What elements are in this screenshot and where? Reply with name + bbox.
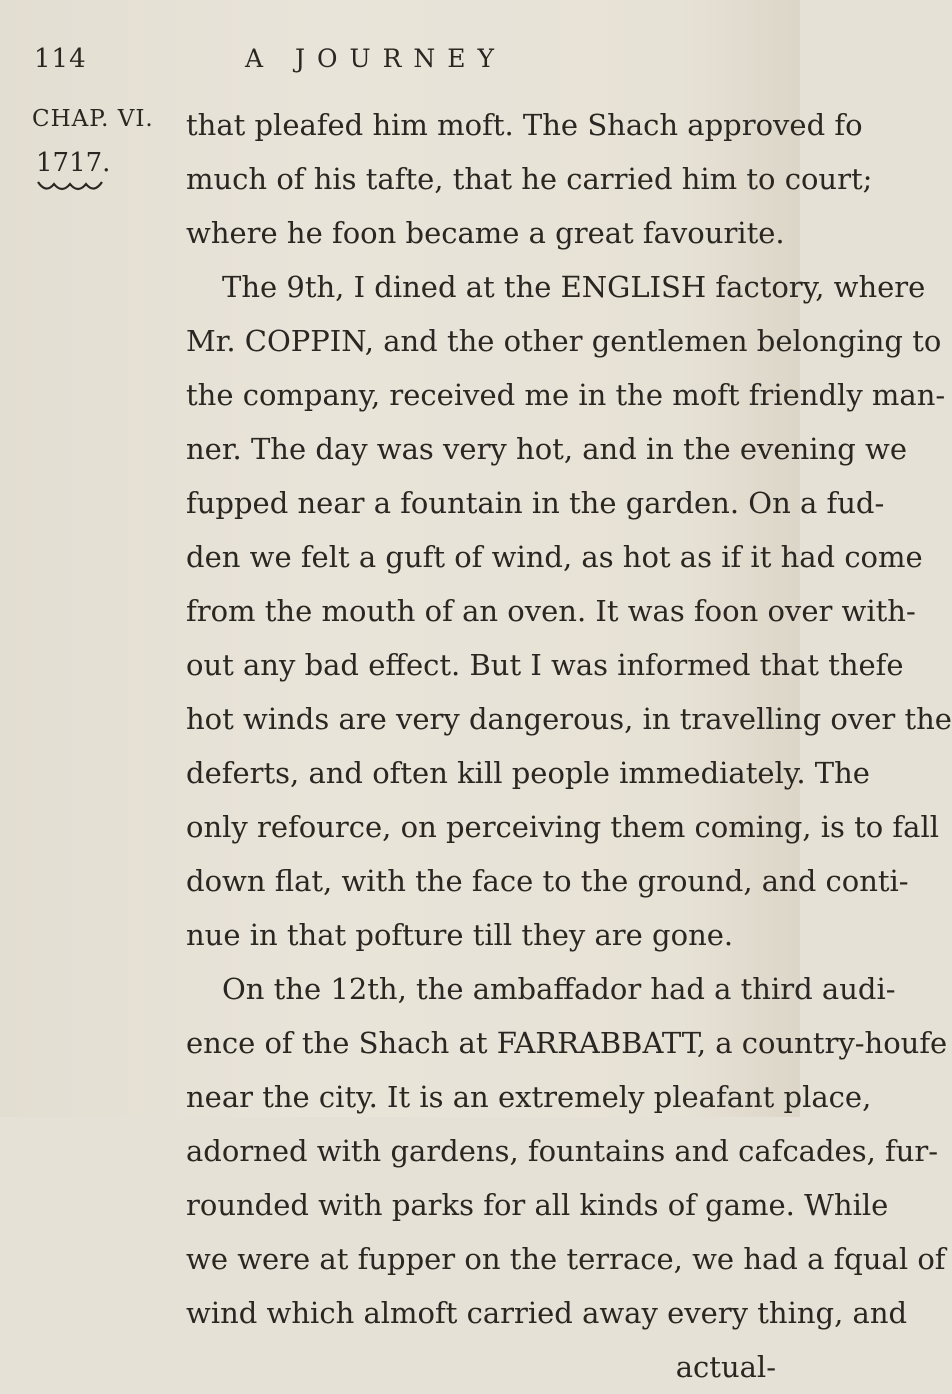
text-line: adorned with gardens, fountains and cafcades, fur- [186, 1134, 939, 1168]
margin-year-note: 1717. [36, 148, 111, 178]
text-line: ence of the Shach at FARRABBATT, a country-houfe [186, 1026, 948, 1060]
text-line: the company, received me in the moft friendly man- [186, 378, 946, 412]
text-line: near the city. It is an extremely pleafant place, [186, 1080, 872, 1114]
text-line: we were at fupper on the terrace, we had a fqual of [186, 1242, 946, 1276]
text-line: out any bad effect. But I was informed that thefe [186, 648, 904, 682]
page-header [0, 44, 800, 84]
text-line: only refource, on perceiving them coming, is to fall [186, 810, 939, 844]
text-line: down flat, with the face to the ground, and conti- [186, 864, 909, 898]
text-line: Mr. COPPIN, and the other gentlemen belonging to [186, 324, 942, 358]
body-text [186, 98, 952, 1394]
text-line: rounded with parks for all kinds of game. While [186, 1188, 889, 1222]
catchword: actual- [675, 1350, 776, 1384]
margin-ornament-icon [36, 178, 106, 194]
text-line: den we felt a guft of wind, as hot as if it had come [186, 540, 923, 574]
text-line: On the 12th, the ambaffador had a third audi- [222, 972, 896, 1006]
text-line: wind which almoft carried away every thing, and [186, 1296, 908, 1330]
text-line: from the mouth of an oven. It was foon over with- [186, 594, 916, 628]
text-line: hot winds are very dangerous, in travelling over the [186, 702, 952, 736]
margin-chapter-note: CHAP. VI. [32, 106, 154, 132]
text-line: ner. The day was very hot, and in the evening we [186, 432, 907, 466]
text-line: deferts, and often kill people immediately. The [186, 756, 870, 790]
text-line: that pleafed him moft. The Shach approved fo [186, 108, 863, 142]
text-line: where he foon became a great favourite. [186, 216, 785, 250]
text-line: fupped near a fountain in the garden. On a fud- [186, 486, 885, 520]
text-line: much of his tafte, that he carried him to court; [186, 162, 873, 196]
text-line: nue in that pofture till they are gone. [186, 918, 734, 952]
running-title: A JOURNEY [245, 44, 507, 73]
text-line: The 9th, I dined at the ENGLISH factory, where [222, 270, 926, 304]
page-number: 114 [34, 44, 87, 74]
